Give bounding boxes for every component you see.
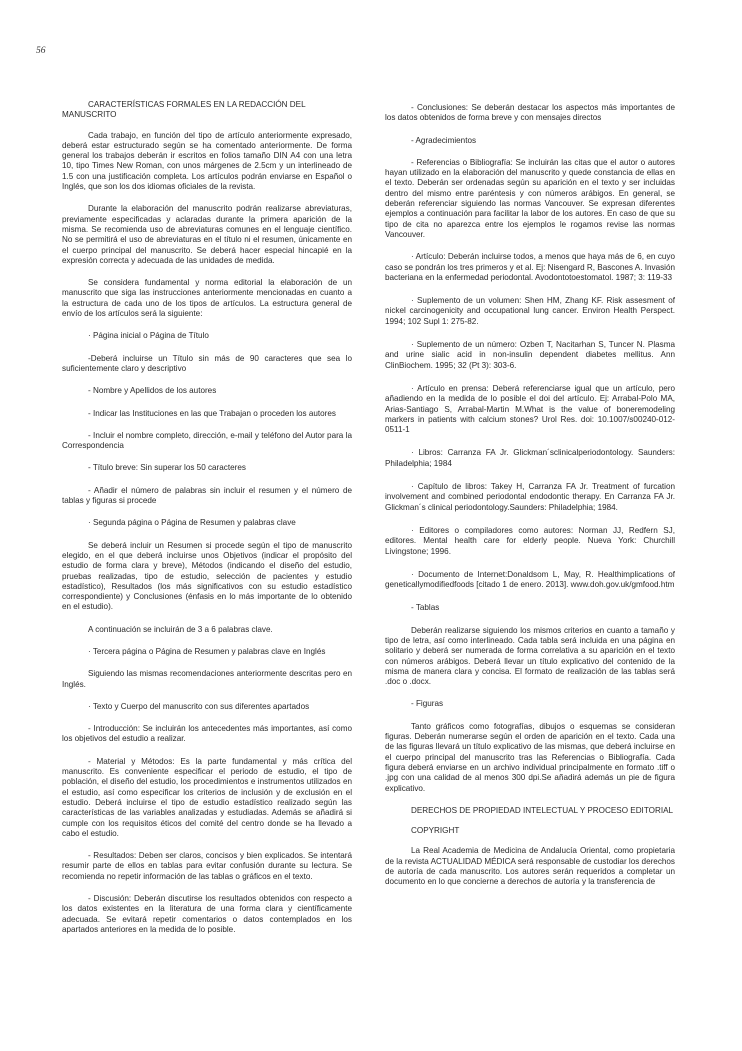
- paragraph: - Tablas: [411, 603, 440, 613]
- reference-example: · Artículo en prensa: Deberá referenciarse igual que un artículo, pero añadiendo en la medida de lo posible el doi del artículo. Ej: Arrabal-Polo MA, Arias-Santiago S, Arrabal-Martin M.What is the value of boneremodeling markers in patients with calcium stones? Urol Res. doi: 10.1007/s00240-012-0511-1: [385, 383, 675, 435]
- paragraph: - Nombre y Apellidos de los autores: [88, 386, 217, 396]
- paragraph: · Tercera página o Página de Resumen y palabras clave en Inglés: [88, 646, 326, 656]
- paragraph: - Referencias o Bibliografía: Se incluirán las citas que el autor o autores hayan utilizado en la elaboración del manuscrito y quede constancia de ellas en el texto. Deberán ser ordenadas según su aparición en el texto y ser incluidas dentro del mismo entre paréntesis y con números arábigos. En general, se deberán referenciar siguiendo las normas Vancouver. Se expresan diferentes ejemplos a continuación para facilitar la labor de los autores. En caso de que su tipo de cita no aparezca entre los ejemplos le rogamos revise las normas Vancouver.: [385, 157, 675, 239]
- reference-example: · Editores o compiladores como autores: Norman JJ, Redfern SJ, editores. Mental health care for elderly people. Nueva York: Churchill Livingstone; 1996.: [385, 525, 675, 556]
- paragraph: - Figuras: [411, 699, 444, 709]
- right-column: [385, 103, 675, 900]
- paragraph: · Segunda página o Página de Resumen y palabras clave: [88, 518, 296, 528]
- paragraph: - Conclusiones: Se deberán destacar los aspectos más importantes de los datos obtenidos de forma breve y con mensajes directos: [385, 103, 675, 123]
- paragraph: - Título breve: Sin superar los 50 caracteres: [88, 463, 246, 473]
- paragraph: - Discusión: Deberán discutirse los resultados obtenidos con respecto a los datos existentes en la literatura de una forma clara y científicamente adecuada. Se evitará repetir comentarios o datos contemplados en los apartados anteriores en la medida de lo posible.: [62, 894, 352, 934]
- paragraph: Durante la elaboración del manuscrito podrán realizarse abreviaturas, previamente especificadas y aclaradas durante la primera aparición de la misma. Se recomienda uso de abreviaturas comunes en el lenguaje científico. No se permitirá el uso de abreviaturas en el título ni el resumen, únicamente en el cuerpo principal del manuscrito. Se deberá hacer especial hincapié en la expresión correcta y adecuada de las unidades de medida.: [62, 204, 352, 265]
- section-heading: DERECHOS DE PROPIEDAD INTELECTUAL Y PROCESO EDITORIAL: [411, 805, 674, 815]
- reference-example: · Libros: Carranza FA Jr. Glickman´sclinicalperiodontology. Saunders: Philadelphia; 1984: [385, 448, 675, 468]
- paragraph: Tanto gráficos como fotografías, dibujos o esquemas se consideran figuras. Deberán numerarse según el orden de aparición en el texto. Cada una de las figuras llevará un título explicativo de las mismas, que deberá incluirse en el cuerpo principal del manuscrito tras las Referencias o Bibliografía. Cada figura deberá enviarse en un archivo individual principalmente en formato .tiff o .jpg con una calidad de al menos 300 dpi.Se añadirá además un pie de figura explicativo.: [385, 721, 675, 793]
- paragraph: Se deberá incluir un Resumen si procede según el tipo de manuscrito elegido, en el que deberá incluirse unos Objetivos (indicar el propósito del estudio de forma clara y breve), Métodos (indicando el diseño del estudio, pruebas realizadas, tipo de estudio, selección de pacientes y estudio estadístico), Resultados (los más significativos con su estudio estadístico correspondiente) y Conclusiones (énfasis en lo más importante de lo obtenido en el estudio).: [62, 540, 352, 612]
- paragraph: - Introducción: Se incluirán los antecedentes más importantes, así como los objetivos del estudio a realizar.: [62, 724, 352, 744]
- paragraph: - Resultados: Deben ser claros, concisos y bien explicados. Se intentará resumir parte de ellos en tablas para evitar confusión durante su lectura. Se recomienda no repetir información de las tablas o gráficos en el texto.: [62, 851, 352, 881]
- reference-example: · Artículo: Deberán incluirse todos, a menos que haya más de 6, en cuyo caso se pondrán los tres primeros y et al. Ej: Nisengard R, Bascones A. Invasión bacteriana en la enfermedad periodontal. Avodontotoestomatol. 1987; 3: 119-33: [385, 252, 675, 282]
- paragraph: - Material y Métodos: Es la parte fundamental y más crítica del manuscrito. Es conveniente especificar el periodo de estudio, el tipo de población, el diseño del estudio, los procedimientos e instrumentos utilizados en el estudio, así como especificar los criterios de inclusión y de exclusión en el estudio. Deberá incluirse el tipo de estudio estadístico realizado según las características de las variables analizadas y estudiadas. Además se añadirá si cumple con los requisitos éticos del comité del centro donde se ha llevado a cabo el estudio.: [62, 756, 352, 838]
- left-column: [62, 100, 352, 947]
- paragraph: - Agradecimientos: [411, 135, 477, 145]
- paragraph: · Página inicial o Página de Título: [88, 331, 209, 341]
- paragraph: - Añadir el número de palabras sin incluir el resumen y el número de tablas y figuras si procede: [62, 485, 352, 506]
- paragraph: La Real Academia de Medicina de Andalucía Oriental, como propietaria de la revista ACTUALIDAD MÉDICA será responsable de custodiar los derechos de autoría de cada manuscrito. Los autores serán requeridos a completar un documento en lo que concierne a derechos de autoría y la transferencia de: [385, 846, 675, 887]
- paragraph: · Texto y Cuerpo del manuscrito con sus diferentes apartados: [88, 701, 310, 711]
- paragraph: A continuación se incluirán de 3 a 6 palabras clave.: [88, 624, 273, 634]
- paragraph: Siguiendo las mismas recomendaciones anteriormente descritas pero en Inglés.: [62, 669, 352, 689]
- reference-example: · Suplemento de un número: Ozben T, Nacitarhan S, Tuncer N. Plasma and urine sialic acid in non-insulin dependent diabetes mellitus. Ann ClinBiochem. 1995; 32 (Pt 3): 303-6.: [385, 340, 675, 370]
- reference-example: · Capítulo de libros: Takey H, Carranza FA Jr. Treatment of furcation involvement and combined periodontal endodontic therapy. En Carranza FA Jr. Glickman´s clinical periodontology.Saunders: Philadelphia; 1984.: [385, 482, 675, 512]
- section-heading: COPYRIGHT: [411, 826, 460, 836]
- paragraph: -Deberá incluirse un Título sin más de 90 caracteres que sea lo suficientemente claro y descriptivo: [62, 353, 352, 373]
- paragraph: - Indicar las Instituciones en las que Trabajan o proceden los autores: [88, 408, 336, 418]
- paragraph: Cada trabajo, en función del tipo de artículo anteriormente expresado, deberá estar estructurado según se ha comentado anteriormente. De forma general los trabajos deberán ir escritos en folios tamaño DIN A4 con una letra 10, tipo Times New Roman, con unos márgenes de 2.5cm y un interlineado de 1.5 con una justificación completa. Los artículos podrán enviarse en Español o Inglés, que son los dos idiomas oficiales de la revista.: [62, 130, 352, 192]
- reference-example: · Suplemento de un volumen: Shen HM, Zhang KF. Risk assesment of nickel carcinogenicity and occupational lung cancer. Environ Health Perspect. 1994; 102 Supl 1: 275-82.: [385, 296, 675, 326]
- paragraph: Deberán realizarse siguiendo los mismos criterios en cuanto a tamaño y tipo de letra, así como interlineado. Cada tabla será incluida en una página en solitario y deberá ser numerada de forma correlativa a su aparición en el texto con números arábigos. Deberá llevar un título explicativo del contenido de la misma de manera clara y concisa. El formato de realización de las tablas será .doc o .docx.: [385, 625, 675, 687]
- reference-example: · Documento de Internet:Donaldsom L, May, R. Healthimplications of geneticallymodifiedfoods [citado 1 de enero. 2013]. www.doh.gov.uk/gmfood.htm: [385, 569, 675, 590]
- section-heading: CARACTERÍSTICAS FORMALES EN LA REDACCIÓN DEL MANUSCRITO: [62, 100, 306, 120]
- paragraph: Se considera fundamental y norma editorial la elaboración de un manuscrito que siga las instrucciones anteriormente mencionadas en cuanto a la estructura de cada uno de los tipos de artículos. La estructura general de envío de los artículos será la siguiente:: [62, 278, 352, 319]
- paragraph: - Incluir el nombre completo, dirección, e-mail y teléfono del Autor para la Correspondencia: [62, 430, 352, 451]
- page-number: 56: [36, 46, 46, 56]
